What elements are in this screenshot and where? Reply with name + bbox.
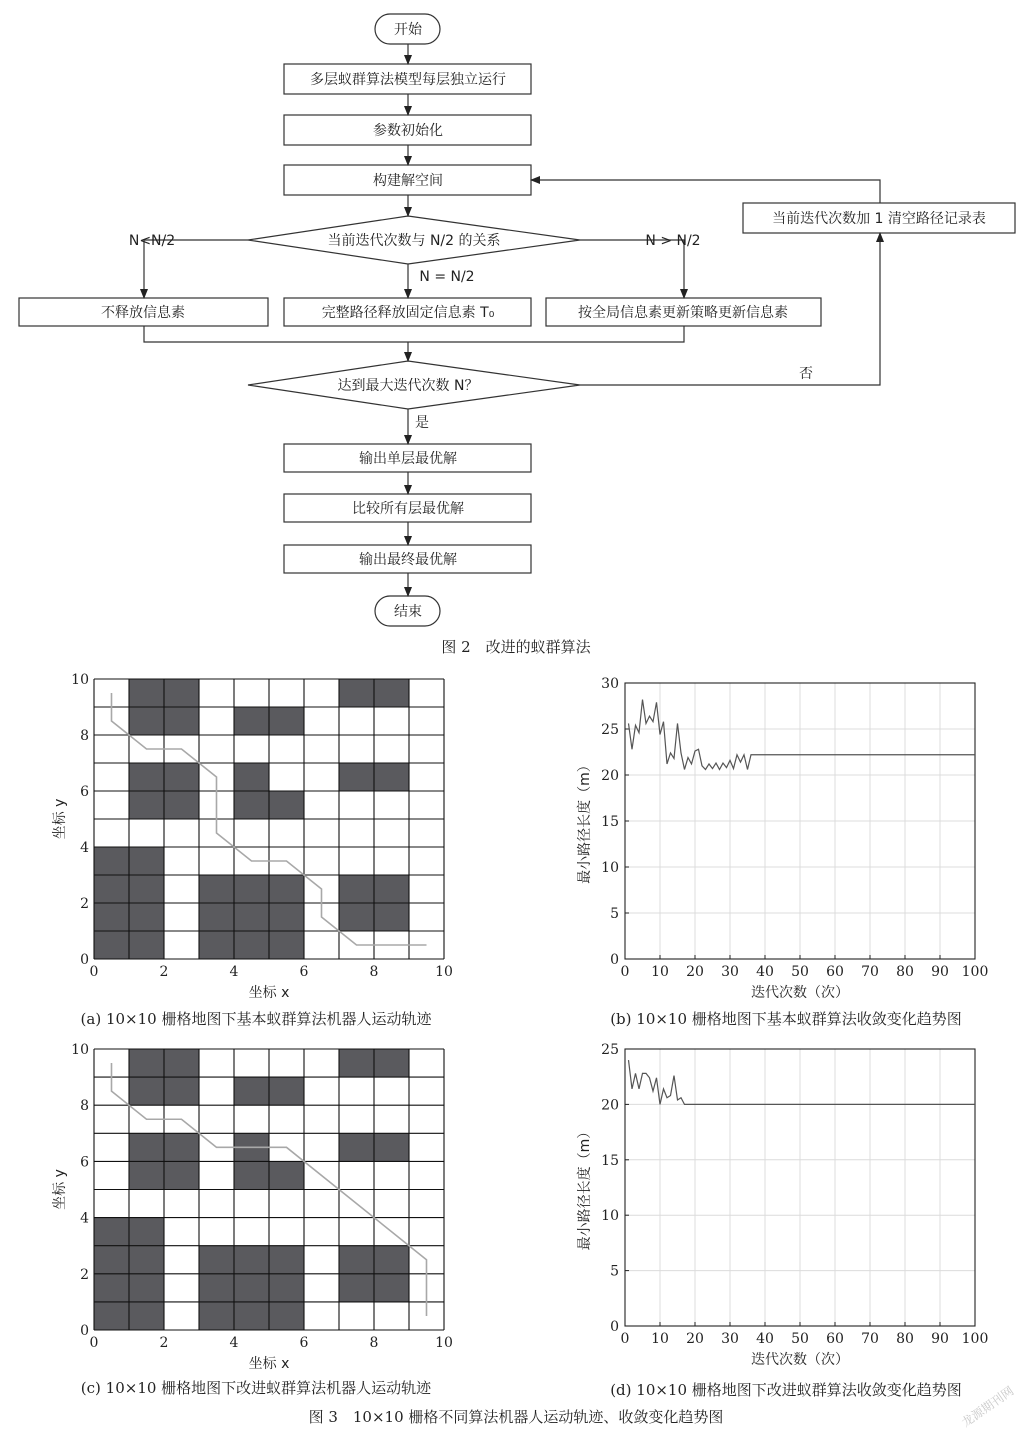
x-tick-label: 10 [651, 1331, 669, 1347]
obstacle-cell [269, 707, 304, 735]
obstacle-cell [269, 1161, 304, 1189]
obstacle-cell [94, 875, 129, 903]
x-tick-label: 0 [89, 1335, 99, 1351]
obstacle-cell [199, 875, 234, 903]
y-tick-label: 25 [601, 722, 619, 738]
y-tick-label: 10 [71, 1042, 89, 1058]
global-update-label: 按全局信息素更新策略更新信息素 [578, 305, 788, 321]
x-tick-label: 50 [791, 964, 809, 980]
y-tick-label: 20 [601, 1097, 619, 1114]
x-tick-label: 30 [721, 1331, 739, 1347]
compare-label: 比较所有层最优解 [352, 501, 464, 517]
obstacle-cell [129, 1218, 164, 1246]
obstacle-cell [129, 931, 164, 959]
x-tick-label: 6 [299, 1335, 309, 1351]
x-tick-label: 100 [961, 964, 989, 980]
x-tick-label: 40 [756, 964, 774, 980]
obstacle-cell [129, 1133, 164, 1161]
obstacle-cell [164, 1133, 199, 1161]
yes-label: 是 [415, 415, 429, 431]
obstacle-cell [234, 763, 269, 791]
obstacle-cell [339, 903, 374, 931]
obstacle-cell [374, 875, 409, 903]
x-tick-label: 20 [686, 964, 704, 980]
obstacle-cell [269, 1077, 304, 1105]
obstacle-cell [234, 1077, 269, 1105]
grid-map-improved [51, 1042, 453, 1372]
x-tick-label: 10 [651, 964, 669, 980]
x-tick-label: 10 [435, 1335, 453, 1351]
obstacle-cell [339, 763, 374, 791]
obstacle-cell [234, 931, 269, 959]
init-label: 参数初始化 [373, 123, 443, 139]
obstacle-cell [94, 847, 129, 875]
obstacle-cell [129, 763, 164, 791]
y-tick-label: 0 [80, 952, 89, 968]
y-tick-label: 10 [601, 1208, 619, 1225]
obstacle-cell [269, 1302, 304, 1330]
obstacle-cell [269, 875, 304, 903]
convergence-chart-basic [576, 676, 988, 1001]
obstacle-cell [129, 1302, 164, 1330]
obstacle-cell [94, 931, 129, 959]
no-release-label: 不释放信息素 [101, 305, 185, 321]
obstacle-cell [269, 1274, 304, 1302]
y-tick-label: 8 [80, 728, 89, 744]
x-tick-label: 4 [229, 1335, 239, 1351]
obstacle-cell [374, 763, 409, 791]
obstacle-cell [234, 1246, 269, 1274]
obstacle-cell [199, 903, 234, 931]
obstacle-cell [199, 931, 234, 959]
obstacle-cell [339, 1274, 374, 1302]
y-tick-label: 10 [601, 860, 619, 876]
x-axis-label: 坐标 x [248, 1356, 290, 1372]
mid-condition: N = N/2 [419, 269, 475, 285]
obstacle-cell [199, 1246, 234, 1274]
obstacle-cell [129, 707, 164, 735]
y-axis-label: 坐标 y [52, 1169, 68, 1210]
x-tick-label: 2 [159, 964, 169, 980]
x-tick-label: 6 [299, 964, 309, 980]
obstacle-cell [234, 1274, 269, 1302]
y-tick-label: 4 [80, 840, 89, 856]
y-tick-label: 25 [601, 1042, 619, 1058]
x-tick-label: 70 [861, 964, 879, 980]
obstacle-cell [164, 707, 199, 735]
y-tick-label: 2 [80, 896, 89, 912]
subcaption-a: (a) 10×10 栅格地图下基本蚁群算法机器人运动轨迹 [80, 1010, 432, 1028]
obstacle-cell [374, 679, 409, 707]
obstacle-cell [339, 679, 374, 707]
y-tick-label: 6 [80, 784, 89, 800]
obstacle-cell [374, 1246, 409, 1274]
edge-merge [144, 326, 684, 342]
obstacle-cell [129, 1274, 164, 1302]
obstacle-cell [129, 679, 164, 707]
obstacle-cell [129, 847, 164, 875]
x-tick-label: 10 [435, 964, 453, 980]
x-tick-label: 4 [229, 964, 239, 980]
obstacle-cell [129, 875, 164, 903]
x-axis-label: 迭代次数（次） [751, 985, 849, 1001]
obstacle-cell [94, 1274, 129, 1302]
convergence-chart-improved [576, 1042, 988, 1368]
max-iter-label: 达到最大迭代次数 N？ [337, 378, 479, 394]
obstacle-cell [164, 1077, 199, 1105]
obstacle-cell [234, 1302, 269, 1330]
obstacle-cell [339, 1246, 374, 1274]
increment-label: 当前迭代次数加 1 清空路径记录表 [772, 211, 986, 227]
x-tick-label: 0 [620, 964, 630, 980]
series-line [629, 700, 976, 770]
obstacle-cell [234, 875, 269, 903]
obstacle-cell [94, 1302, 129, 1330]
subcaption-c: (c) 10×10 栅格地图下改进蚁群算法机器人运动轨迹 [80, 1379, 432, 1397]
left-condition: N<N/2 [128, 233, 176, 249]
obstacle-cell [374, 1274, 409, 1302]
watermark: 龙源期刊网 [959, 1383, 1017, 1430]
obstacle-cell [129, 791, 164, 819]
obstacle-cell [94, 1246, 129, 1274]
obstacle-cell [339, 875, 374, 903]
x-axis-label: 坐标 x [248, 985, 290, 1001]
x-tick-label: 0 [620, 1331, 630, 1347]
x-tick-label: 2 [159, 1335, 169, 1351]
right-condition: N > N/2 [645, 233, 701, 249]
y-tick-label: 0 [610, 952, 619, 968]
start-label: 开始 [394, 22, 422, 38]
obstacle-cell [339, 1049, 374, 1077]
x-tick-label: 60 [826, 964, 844, 980]
x-tick-label: 40 [756, 1331, 774, 1347]
obstacle-cell [164, 1161, 199, 1189]
y-tick-label: 0 [80, 1323, 89, 1339]
obstacle-cell [129, 1049, 164, 1077]
obstacle-cell [129, 903, 164, 931]
end-label: 结束 [394, 604, 422, 620]
obstacle-cell [234, 707, 269, 735]
obstacle-cell [234, 903, 269, 931]
out-single-label: 输出单层最优解 [359, 451, 457, 467]
x-tick-label: 60 [826, 1331, 844, 1347]
x-tick-label: 0 [89, 964, 99, 980]
obstacle-cell [374, 1049, 409, 1077]
obstacle-cell [164, 1049, 199, 1077]
y-tick-label: 10 [71, 672, 89, 688]
obstacle-cell [199, 1274, 234, 1302]
obstacle-cell [129, 1246, 164, 1274]
edge-increment-build [531, 180, 880, 203]
out-final-label: 输出最终最优解 [359, 552, 457, 568]
obstacle-cell [164, 763, 199, 791]
obstacle-cell [164, 679, 199, 707]
obstacle-cell [94, 1218, 129, 1246]
obstacle-cell [269, 903, 304, 931]
obstacle-cell [129, 1077, 164, 1105]
x-tick-label: 90 [931, 964, 949, 980]
grid-map-basic [51, 672, 453, 1001]
y-tick-label: 2 [80, 1266, 89, 1283]
y-tick-label: 4 [80, 1210, 89, 1227]
y-axis-label: 最小路径长度（m） [577, 1124, 593, 1251]
x-tick-label: 30 [721, 964, 739, 980]
figure2-caption: 图 2 改进的蚁群算法 [441, 638, 591, 656]
subcaption-b: (b) 10×10 栅格地图下基本蚁群算法收敛变化趋势图 [610, 1010, 962, 1028]
subcaption-d: (d) 10×10 栅格地图下改进蚁群算法收敛变化趋势图 [610, 1381, 962, 1399]
fixed-release-label: 完整路径释放固定信息素 T₀ [321, 305, 495, 321]
y-tick-label: 5 [610, 1263, 619, 1280]
x-axis-label: 迭代次数（次） [751, 1352, 849, 1368]
obstacle-cell [374, 1133, 409, 1161]
layers-label: 多层蚁群算法模型每层独立运行 [310, 72, 506, 88]
x-tick-label: 8 [369, 1335, 379, 1351]
x-tick-label: 20 [686, 1331, 704, 1347]
y-tick-label: 8 [80, 1098, 89, 1115]
x-tick-label: 50 [791, 1331, 809, 1347]
obstacle-cell [234, 791, 269, 819]
obstacle-cell [94, 903, 129, 931]
y-tick-label: 15 [601, 814, 619, 830]
obstacle-cell [269, 791, 304, 819]
y-tick-label: 0 [610, 1319, 619, 1335]
x-tick-label: 8 [369, 964, 379, 980]
obstacle-cell [164, 791, 199, 819]
x-tick-label: 90 [931, 1331, 949, 1347]
obstacle-cell [374, 903, 409, 931]
y-tick-label: 6 [80, 1154, 89, 1171]
no-label: 否 [799, 366, 813, 382]
y-tick-label: 30 [601, 676, 619, 692]
obstacle-cell [129, 1161, 164, 1189]
y-axis-label: 坐标 y [52, 798, 68, 840]
obstacle-cell [269, 931, 304, 959]
decision-label: 当前迭代次数与 N/2 的关系 [327, 233, 501, 249]
y-tick-label: 5 [610, 906, 619, 922]
y-tick-label: 15 [601, 1152, 619, 1169]
series-line [629, 1060, 976, 1104]
obstacle-cell [234, 1161, 269, 1189]
obstacle-cell [339, 1133, 374, 1161]
x-tick-label: 70 [861, 1331, 879, 1347]
figure3-caption: 图 3 10×10 栅格不同算法机器人运动轨迹、收敛变化趋势图 [308, 1408, 724, 1426]
y-tick-label: 20 [601, 768, 619, 784]
obstacle-cell [269, 1246, 304, 1274]
build-label: 构建解空间 [373, 173, 443, 189]
x-tick-label: 80 [896, 964, 914, 980]
obstacle-cell [199, 1302, 234, 1330]
x-tick-label: 100 [961, 1331, 989, 1347]
x-tick-label: 80 [896, 1331, 914, 1347]
y-axis-label: 最小路径长度（m） [577, 758, 593, 884]
